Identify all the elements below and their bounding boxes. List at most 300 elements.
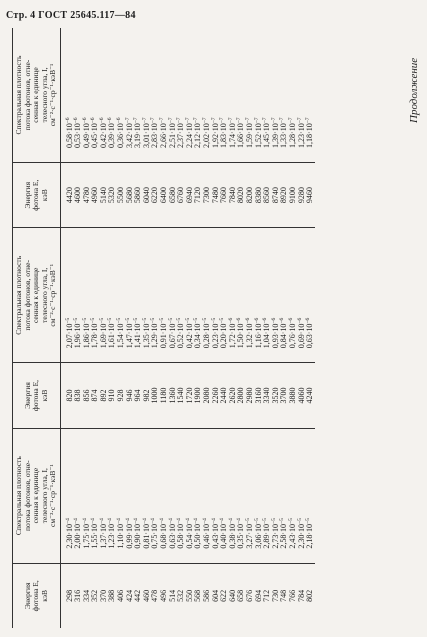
density-exponent: −5 xyxy=(73,317,80,324)
density-mantissa: 0,76 xyxy=(287,334,297,349)
density-base: ·10 xyxy=(176,523,186,535)
density-mantissa: 1,37 xyxy=(98,534,108,549)
density-base: ·10 xyxy=(253,323,263,335)
energy-value: 4960 xyxy=(90,187,100,204)
density-column xyxy=(60,428,315,563)
density-exponent: −5 xyxy=(193,317,200,324)
density-mantissa: 1,45 xyxy=(262,133,272,148)
header-line: потока фотонов, отне- xyxy=(22,460,32,531)
density-base: ·10 xyxy=(133,323,143,335)
density-base: ·10 xyxy=(210,323,220,335)
density-base: ·10 xyxy=(193,323,203,335)
density-exponent: −6 xyxy=(279,317,286,324)
density-mantissa: 1,16 xyxy=(253,334,263,349)
density-mantissa: 2,07 xyxy=(64,334,74,349)
density-mantissa: 3,19 xyxy=(133,133,143,148)
density-exponent: −5 xyxy=(116,317,123,324)
density-base: ·10 xyxy=(116,123,126,134)
header-line: Спектральная плотность xyxy=(14,55,23,135)
energy-value: 316 xyxy=(73,589,83,602)
energy-value: 514 xyxy=(167,589,177,602)
energy-value: 8920 xyxy=(279,187,289,204)
density-mantissa: 0,20 xyxy=(219,334,229,349)
density-base: ·10 xyxy=(184,123,194,134)
energy-value: 874 xyxy=(90,389,100,402)
density-exponent: −5 xyxy=(150,317,157,324)
spectral-density-table xyxy=(12,28,315,628)
density-mantissa: 0,42 xyxy=(98,133,108,148)
density-mantissa: 3,42 xyxy=(124,133,134,148)
header-line: Энергия xyxy=(22,382,32,409)
energy-value: 7300 xyxy=(202,187,211,204)
energy-value: 8380 xyxy=(253,187,263,204)
density-exponent: −6 xyxy=(253,317,260,324)
density-exponent: −4 xyxy=(184,518,191,524)
density-base: ·10 xyxy=(159,123,169,134)
density-base: ·10 xyxy=(227,323,237,335)
header-line: сенная к единице xyxy=(31,67,40,123)
density-mantissa: 3,06 xyxy=(253,534,263,549)
density-base: ·10 xyxy=(90,323,100,335)
density-base: ·10 xyxy=(64,123,74,134)
density-base: ·10 xyxy=(262,123,272,134)
energy-value: 334 xyxy=(81,589,91,602)
density-base: ·10 xyxy=(253,123,263,134)
density-base: ·10 xyxy=(107,323,117,335)
density-base: ·10 xyxy=(150,523,160,535)
density-exponent: −4 xyxy=(64,518,71,524)
density-base: ·10 xyxy=(64,323,74,335)
energy-value: 8020 xyxy=(236,187,246,204)
density-exponent: −5 xyxy=(253,518,260,524)
energy-value: 640 xyxy=(227,589,237,602)
density-base: ·10 xyxy=(133,123,143,134)
density-base: ·10 xyxy=(227,523,237,535)
density-mantissa: 1,47 xyxy=(124,334,134,349)
density-mantissa: 0,39 xyxy=(107,133,117,148)
energy-value: 4420 xyxy=(64,187,74,204)
energy-value: 3340 xyxy=(262,387,272,404)
density-mantissa: 1,39 xyxy=(270,133,280,148)
density-exponent: −5 xyxy=(296,518,303,524)
column-header-energy xyxy=(13,563,61,628)
density-mantissa: 1,55 xyxy=(90,534,100,549)
energy-value: 5140 xyxy=(98,187,108,204)
density-exponent: −4 xyxy=(159,518,166,524)
density-value xyxy=(306,230,315,348)
density-base: ·10 xyxy=(305,323,315,335)
density-exponent: −6 xyxy=(116,117,123,124)
density-exponent: −5 xyxy=(219,317,226,324)
density-exponent: −6 xyxy=(107,117,114,124)
density-mantissa: 0,43 xyxy=(210,534,220,549)
header-line: потока фотонов, отне- xyxy=(22,260,32,331)
energy-value: 910 xyxy=(107,389,117,402)
density-mantissa: 0,28 xyxy=(202,334,211,349)
energy-value: 5500 xyxy=(116,187,126,204)
density-mantissa: 2,58 xyxy=(279,534,289,549)
density-exponent: −7 xyxy=(262,117,269,124)
energy-value: 2620 xyxy=(227,387,237,404)
header-line: см⁻²·с⁻¹·ср⁻¹·кэВ⁻¹ xyxy=(48,264,57,327)
density-base: ·10 xyxy=(244,523,254,535)
energy-value: 6220 xyxy=(150,187,160,204)
page-header: Стр. 4 ГОСТ 25645.117—84 xyxy=(6,10,136,21)
rotated-table-block xyxy=(12,28,427,628)
energy-value: 712 xyxy=(262,589,272,602)
energy-value: 2260 xyxy=(210,387,220,404)
header-line: см⁻²·с⁻¹·ср⁻¹·кэВ⁻¹ xyxy=(48,464,57,527)
density-mantissa: 1,61 xyxy=(107,334,117,349)
density-exponent: −5 xyxy=(244,518,251,524)
density-base: ·10 xyxy=(210,123,220,134)
density-base: ·10 xyxy=(210,523,220,535)
density-mantissa: 3,01 xyxy=(141,133,151,148)
energy-value: 4600 xyxy=(73,187,83,204)
density-exponent: −4 xyxy=(73,518,80,524)
density-base: ·10 xyxy=(193,523,203,535)
density-exponent: −6 xyxy=(244,317,251,324)
density-mantissa: 1,75 xyxy=(81,534,91,549)
density-exponent: −5 xyxy=(159,317,166,324)
header-line: сенная к единице xyxy=(31,267,40,324)
density-mantissa: 1,59 xyxy=(244,133,254,148)
density-base: ·10 xyxy=(227,123,237,134)
energy-value: 1720 xyxy=(184,387,194,404)
density-base: ·10 xyxy=(73,523,83,535)
energy-value: 5860 xyxy=(133,187,143,204)
density-exponent: −5 xyxy=(124,317,131,324)
density-exponent: −7 xyxy=(305,117,312,124)
density-mantissa: 1,96 xyxy=(73,334,83,349)
energy-column xyxy=(60,162,315,227)
energy-value: 946 xyxy=(124,389,134,402)
energy-value: 568 xyxy=(193,589,203,602)
energy-value: 820 xyxy=(64,389,74,402)
header-line: телесного угла, I, xyxy=(39,267,49,323)
density-mantissa: 0,63 xyxy=(305,334,315,349)
density-mantissa: 2,30 xyxy=(296,534,306,549)
energy-value: 298 xyxy=(64,589,74,602)
density-mantissa: 1,04 xyxy=(262,334,272,349)
energy-value: 928 xyxy=(116,389,126,402)
density-exponent: −7 xyxy=(133,117,140,124)
energy-value: 802 xyxy=(305,589,315,602)
density-mantissa: 2,89 xyxy=(262,534,272,549)
energy-value: 676 xyxy=(244,589,254,602)
density-base: ·10 xyxy=(107,123,117,134)
density-base: ·10 xyxy=(98,323,108,335)
density-base: ·10 xyxy=(184,323,194,335)
density-column xyxy=(60,28,315,162)
density-base: ·10 xyxy=(202,323,211,335)
density-mantissa: 0,81 xyxy=(141,534,151,549)
density-exponent: −5 xyxy=(279,518,286,524)
energy-value: 6580 xyxy=(167,187,177,204)
density-exponent: −7 xyxy=(159,117,166,124)
energy-value: 8740 xyxy=(270,187,280,204)
density-base: ·10 xyxy=(167,523,177,535)
density-exponent: −7 xyxy=(141,117,148,124)
density-mantissa: 0,58 xyxy=(64,133,74,148)
density-exponent: −5 xyxy=(202,317,208,324)
density-base: ·10 xyxy=(253,523,263,535)
density-base: ·10 xyxy=(244,323,254,335)
density-base: ·10 xyxy=(244,123,254,134)
table-header-row xyxy=(13,28,61,628)
density-mantissa: 0,45 xyxy=(90,133,100,148)
density-exponent: −5 xyxy=(287,518,294,524)
density-base: ·10 xyxy=(236,323,246,335)
density-base: ·10 xyxy=(270,323,280,335)
density-exponent: −4 xyxy=(176,518,183,524)
density-exponent: −7 xyxy=(202,117,208,124)
density-mantissa: 1,78 xyxy=(90,334,100,349)
header-line: фотона E, xyxy=(31,580,40,612)
energy-value: 7660 xyxy=(219,187,229,204)
energy-value: 406 xyxy=(116,589,126,602)
density-base: ·10 xyxy=(279,123,289,134)
density-base: ·10 xyxy=(236,523,246,535)
density-mantissa: 2,12 xyxy=(193,133,203,148)
energy-value: 622 xyxy=(219,589,229,602)
energy-value: 730 xyxy=(270,589,280,602)
density-exponent: −4 xyxy=(210,518,217,524)
energy-value: 7840 xyxy=(227,187,237,204)
energy-value: 964 xyxy=(133,389,143,402)
density-base: ·10 xyxy=(90,123,100,134)
density-mantissa: 0,93 xyxy=(270,334,280,349)
density-base: ·10 xyxy=(176,323,186,335)
density-base: ·10 xyxy=(124,523,134,535)
energy-value: 694 xyxy=(253,589,263,602)
energy-value: 3880 xyxy=(287,387,297,404)
header-line: телесного угла, I, xyxy=(39,468,49,524)
density-mantissa: 1,23 xyxy=(296,133,306,148)
column-header-energy xyxy=(13,363,61,428)
header-line: фотона E, xyxy=(31,179,40,211)
density-mantissa: 1,83 xyxy=(219,133,229,148)
energy-value: 1540 xyxy=(176,387,186,404)
density-base: ·10 xyxy=(296,523,306,535)
density-mantissa: 1,10 xyxy=(116,534,126,549)
header-line: Спектральная плотность xyxy=(14,456,23,536)
density-value xyxy=(306,431,315,549)
density-mantissa: 3,27 xyxy=(244,534,254,549)
header-line: кэВ xyxy=(39,389,49,402)
density-exponent: −5 xyxy=(90,317,97,324)
density-base: ·10 xyxy=(159,323,169,335)
density-mantissa: 1,66 xyxy=(236,133,246,148)
density-mantissa: 0,67 xyxy=(167,334,177,349)
energy-value: 6400 xyxy=(159,187,169,204)
energy-value: 838 xyxy=(73,389,83,402)
energy-value: 5320 xyxy=(107,187,117,204)
energy-value: 2800 xyxy=(236,387,246,404)
density-base: ·10 xyxy=(159,523,169,535)
density-base: ·10 xyxy=(107,523,117,535)
density-mantissa: 0,35 xyxy=(236,534,246,549)
header-line: сенная к единице xyxy=(31,467,40,524)
density-exponent: −5 xyxy=(167,317,174,324)
density-exponent: −7 xyxy=(287,117,294,124)
density-exponent: −7 xyxy=(167,117,174,124)
density-base: ·10 xyxy=(73,323,83,335)
density-base: ·10 xyxy=(133,523,143,535)
density-exponent: −7 xyxy=(210,117,217,124)
density-base: ·10 xyxy=(219,523,229,535)
density-exponent: −6 xyxy=(296,317,303,324)
density-exponent: −7 xyxy=(219,117,226,124)
header-line: Спектральная плотность xyxy=(14,255,23,335)
energy-value: 766 xyxy=(287,589,297,602)
density-exponent: −7 xyxy=(227,117,234,124)
density-mantissa: 0,50 xyxy=(193,534,203,549)
density-base: ·10 xyxy=(219,123,229,134)
density-mantissa: 2,18 xyxy=(305,534,315,549)
density-mantissa: 0,23 xyxy=(210,334,220,349)
energy-value: 5680 xyxy=(124,187,134,204)
density-mantissa: 2,66 xyxy=(159,133,169,148)
density-exponent: −7 xyxy=(193,117,200,124)
density-base: ·10 xyxy=(279,323,289,335)
energy-value: 1360 xyxy=(167,387,177,404)
density-exponent: −4 xyxy=(124,518,131,524)
density-mantissa: 1,29 xyxy=(150,334,160,349)
energy-value: 1180 xyxy=(159,387,169,404)
density-mantissa: 2,30 xyxy=(64,534,74,549)
density-base: ·10 xyxy=(287,123,297,134)
table-body-row xyxy=(60,28,315,628)
energy-value: 442 xyxy=(133,589,143,602)
density-mantissa: 1,52 xyxy=(253,133,263,148)
density-mantissa: 1,33 xyxy=(279,133,289,148)
column-header-energy xyxy=(13,162,61,227)
energy-value: 856 xyxy=(81,389,91,402)
density-base: ·10 xyxy=(73,123,83,134)
density-mantissa: 2,37 xyxy=(176,133,186,148)
density-exponent: −5 xyxy=(210,317,217,324)
density-mantissa: 0,91 xyxy=(159,334,169,349)
density-exponent: −4 xyxy=(141,518,148,524)
density-mantissa: 0,58 xyxy=(176,534,186,549)
density-mantissa: 1,74 xyxy=(227,133,237,148)
density-mantissa: 2,73 xyxy=(270,534,280,549)
density-mantissa: 0,90 xyxy=(133,534,143,549)
energy-value: 478 xyxy=(150,589,160,602)
density-base: ·10 xyxy=(270,523,280,535)
density-exponent: −5 xyxy=(270,518,277,524)
density-base: ·10 xyxy=(81,323,91,335)
density-base: ·10 xyxy=(202,123,211,134)
density-exponent: −7 xyxy=(236,117,243,124)
energy-value: 1900 xyxy=(193,387,203,404)
energy-value: 7480 xyxy=(210,187,220,204)
density-exponent: −7 xyxy=(244,117,251,124)
density-base: ·10 xyxy=(124,323,134,335)
density-value xyxy=(306,30,315,148)
header-line: кэВ xyxy=(39,589,49,602)
density-mantissa: 1,35 xyxy=(141,334,151,349)
density-exponent: −5 xyxy=(98,317,105,324)
header-line: кэВ xyxy=(39,189,49,202)
density-exponent: −4 xyxy=(150,518,157,524)
density-base: ·10 xyxy=(141,323,151,335)
header-line: Энергия xyxy=(22,181,32,209)
energy-value: 4060 xyxy=(296,387,306,404)
density-exponent: −6 xyxy=(90,117,97,124)
density-mantissa: 2,51 xyxy=(167,133,177,148)
density-exponent: −4 xyxy=(133,518,140,524)
energy-column xyxy=(60,363,315,428)
density-exponent: −4 xyxy=(219,518,226,524)
density-exponent: −6 xyxy=(64,117,71,124)
density-base: ·10 xyxy=(202,523,211,535)
density-base: ·10 xyxy=(262,523,272,535)
density-exponent: −5 xyxy=(64,317,71,324)
energy-value: 8200 xyxy=(244,187,254,204)
density-base: ·10 xyxy=(81,123,91,134)
energy-value: 748 xyxy=(279,589,289,602)
density-exponent: −4 xyxy=(227,518,234,524)
header-line: потока фотонов, отне- xyxy=(22,59,32,131)
density-mantissa: 0,34 xyxy=(193,334,203,349)
energy-value: 424 xyxy=(124,589,134,602)
energy-value: 586 xyxy=(202,589,211,602)
energy-value: 352 xyxy=(90,589,100,602)
density-mantissa: 1,86 xyxy=(81,334,91,349)
density-base: ·10 xyxy=(150,323,160,335)
density-base: ·10 xyxy=(270,123,280,134)
density-base: ·10 xyxy=(296,123,306,134)
density-exponent: −6 xyxy=(81,117,88,124)
density-mantissa: 0,69 xyxy=(296,334,306,349)
density-mantissa: 1,28 xyxy=(287,133,297,148)
energy-column xyxy=(60,563,315,628)
density-exponent: −4 xyxy=(81,518,88,524)
density-exponent: −7 xyxy=(176,117,183,124)
density-exponent: −7 xyxy=(279,117,286,124)
density-base: ·10 xyxy=(287,523,297,535)
density-mantissa: 0,68 xyxy=(159,534,169,549)
energy-value: 532 xyxy=(176,589,186,602)
density-mantissa: 0,49 xyxy=(81,133,91,148)
energy-value: 4780 xyxy=(81,187,91,204)
density-mantissa: 0,99 xyxy=(124,534,134,549)
density-exponent: −6 xyxy=(98,117,105,124)
energy-value: 7120 xyxy=(193,187,203,204)
density-exponent: −6 xyxy=(262,317,269,324)
density-base: ·10 xyxy=(141,123,151,134)
density-mantissa: 1,54 xyxy=(116,334,126,349)
density-exponent: −6 xyxy=(287,317,294,324)
density-mantissa: 1,69 xyxy=(98,334,108,349)
column-header-density xyxy=(13,428,61,563)
density-mantissa: 0,52 xyxy=(176,334,186,349)
density-exponent: −4 xyxy=(90,518,97,524)
density-exponent: −6 xyxy=(270,317,277,324)
density-mantissa: 1,50 xyxy=(236,334,246,349)
density-base: ·10 xyxy=(296,323,306,335)
density-base: ·10 xyxy=(150,123,160,134)
density-exponent: −5 xyxy=(81,317,88,324)
density-base: ·10 xyxy=(81,523,91,535)
column-header-density xyxy=(13,28,61,162)
energy-value: 3520 xyxy=(270,387,280,404)
density-exponent: −7 xyxy=(296,117,303,124)
density-mantissa: 2,43 xyxy=(287,534,297,549)
density-base: ·10 xyxy=(287,323,297,335)
